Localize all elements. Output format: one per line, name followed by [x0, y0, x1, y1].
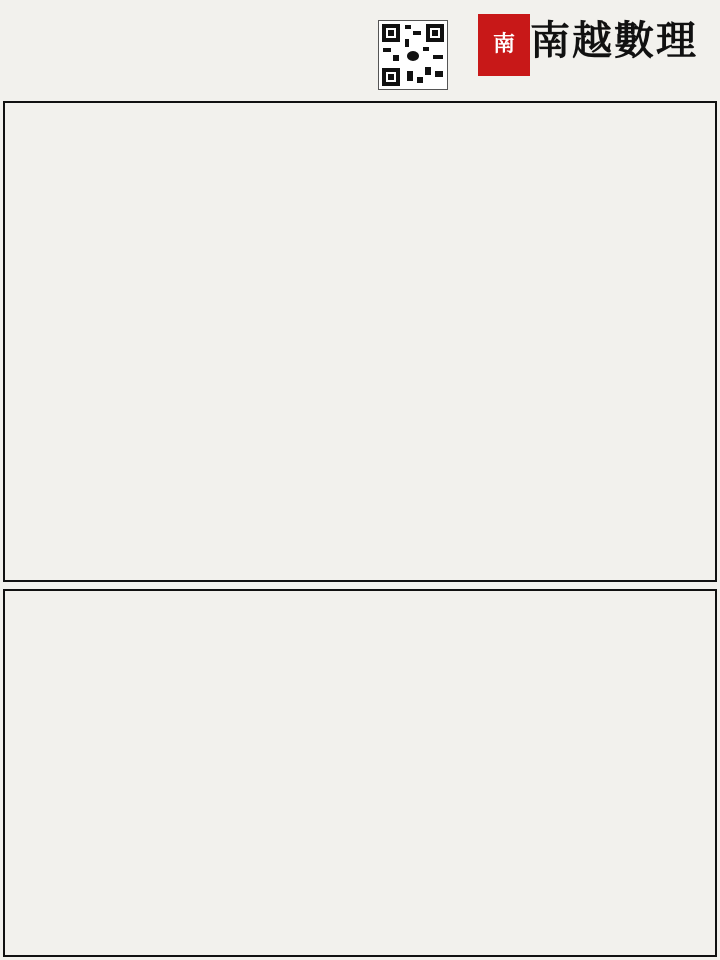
qr-code	[378, 20, 448, 90]
brand-logo: 南越數理	[530, 17, 698, 64]
header	[0, 0, 720, 100]
chart-grid	[3, 101, 717, 582]
red-seal: 南	[478, 14, 530, 76]
yearly-table	[3, 589, 717, 957]
